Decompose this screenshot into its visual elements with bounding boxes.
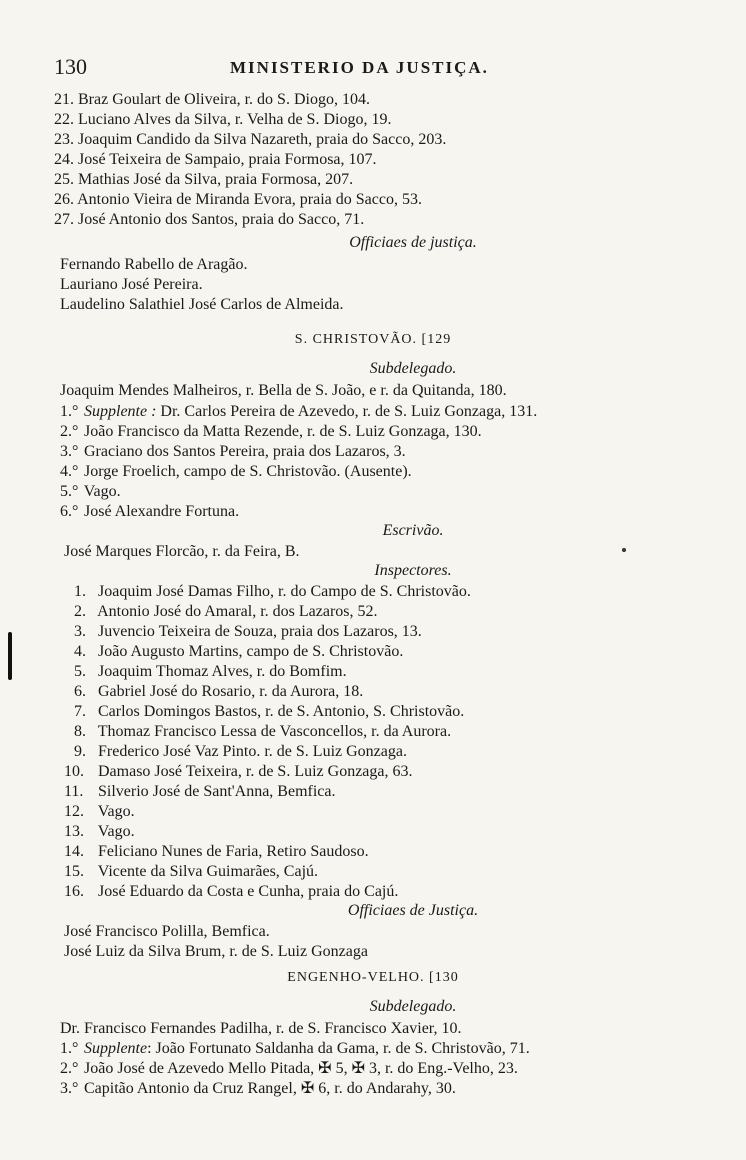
- list-item: 21. Braz Goulart de Oliveira, r. do S. Diogo, 104.: [54, 91, 370, 108]
- list-item: 15. Vicente da Silva Guimarães, Cajú.: [64, 863, 319, 880]
- list-item: Fernando Rabello de Aragão.: [60, 256, 248, 273]
- section-heading: Escrivão.: [382, 522, 444, 539]
- list-item: 13. Vago.: [64, 823, 135, 840]
- list-item: José Francisco Polilla, Bemfica.: [64, 923, 270, 940]
- list-item: 10. Damaso José Teixeira, r. de S. Luiz Gonzaga, 63.: [64, 763, 413, 780]
- list-item: Lauriano José Pereira.: [60, 276, 203, 293]
- list-item: 4. João Augusto Martins, campo de S. Christovão.: [74, 643, 404, 660]
- list-item: 11. Silverio José de Sant'Anna, Bemfica.: [64, 783, 336, 800]
- list-item: 23. Joaquim Candido da Silva Nazareth, praia do Sacco, 203.: [54, 131, 447, 148]
- list-item: 5. Joaquim Thomaz Alves, r. do Bomfim.: [74, 663, 347, 680]
- list-item: 3.° Capitão Antonio da Cruz Rangel, ✠ 6, r. do Andarahy, 30.: [60, 1080, 456, 1097]
- list-item: José Luiz da Silva Brum, r. de S. Luiz Gonzaga: [64, 943, 368, 960]
- list-item: 2.° João José de Azevedo Mello Pitada, ✠ 5, ✠ 3, r. do Eng.-Velho, 23.: [60, 1060, 518, 1077]
- list-item: 26. Antonio Vieira de Miranda Evora, praia do Sacco, 53.: [54, 191, 422, 208]
- list-item: 24. José Teixeira de Sampaio, praia Formosa, 107.: [54, 151, 377, 168]
- subdelegado: Dr. Francisco Fernandes Padilha, r. de S. Francisco Xavier, 10.: [60, 1020, 462, 1037]
- list-item: 1. Joaquim José Damas Filho, r. do Campo de S. Christovão.: [74, 583, 471, 600]
- decorative-dot: [622, 548, 626, 552]
- list-item: 16. José Eduardo da Costa e Cunha, praia do Cajú.: [64, 883, 399, 900]
- section-heading: Inspectores.: [374, 562, 452, 579]
- list-item: 4.° Jorge Froelich, campo de S. Christovão. (Ausente).: [60, 463, 412, 480]
- list-item: 3.° Graciano dos Santos Pereira, praia dos Lazaros, 3.: [60, 443, 406, 460]
- list-item: 14. Feliciano Nunes de Faria, Retiro Saudoso.: [64, 843, 369, 860]
- margin-mark: [8, 632, 12, 680]
- section-heading: Officiaes de justiça.: [349, 234, 477, 251]
- list-item: 9. Frederico José Vaz Pinto. r. de S. Luiz Gonzaga.: [74, 743, 407, 760]
- list-item: 7. Carlos Domingos Bastos, r. de S. Antonio, S. Christovão.: [74, 703, 465, 720]
- page-title: MINISTERIO DA JUSTIÇA.: [230, 58, 489, 77]
- page-number: 130: [54, 54, 87, 79]
- section-heading: Subdelegado.: [369, 360, 457, 377]
- list-item: 6.° José Alexandre Fortuna.: [60, 503, 240, 520]
- list-item: 5.° Vago.: [60, 483, 121, 500]
- list-item: 12. Vago.: [64, 803, 135, 820]
- page-header: [54, 54, 546, 84]
- section-heading: Subdelegado.: [369, 998, 457, 1015]
- list-item: 8. Thomaz Francisco Lessa de Vasconcellos, r. da Aurora.: [74, 723, 452, 740]
- escrivao: José Marques Florcão, r. da Feira, B.: [64, 543, 300, 560]
- list-item: 25. Mathias José da Silva, praia Formosa, 207.: [54, 171, 354, 188]
- list-item: 3. Juvencio Teixeira de Souza, praia dos Lazaros, 13.: [74, 623, 422, 640]
- list-item: 6. Gabriel José do Rosario, r. da Aurora, 18.: [74, 683, 364, 700]
- list-item: 22. Luciano Alves da Silva, r. Velha de S. Diogo, 19.: [54, 111, 392, 128]
- list-item: 27. José Antonio dos Santos, praia do Sacco, 71.: [54, 211, 365, 228]
- district-heading: S. CHRISTOVÃO. [129: [294, 332, 452, 347]
- list-item: 2.° João Francisco da Matta Rezende, r. de S. Luiz Gonzaga, 130.: [60, 423, 482, 440]
- subdelegado: Joaquim Mendes Malheiros, r. Bella de S. João, e r. da Quitanda, 180.: [60, 382, 507, 399]
- list-item: Laudelino Salathiel José Carlos de Almeida.: [60, 296, 344, 313]
- list-item: 1.° Supplente: João Fortunato Saldanha da Gama, r. de S. Christovão, 71.: [60, 1040, 530, 1057]
- district-heading: ENGENHO-VELHO. [130: [287, 970, 459, 985]
- section-heading: Officiaes de Justiça.: [347, 902, 479, 919]
- list-item: 2. Antonio José do Amaral, r. dos Lazaros, 52.: [74, 603, 378, 620]
- list-item: 1.° Supplente : Dr. Carlos Pereira de Azevedo, r. de S. Luiz Gonzaga, 131.: [60, 403, 538, 420]
